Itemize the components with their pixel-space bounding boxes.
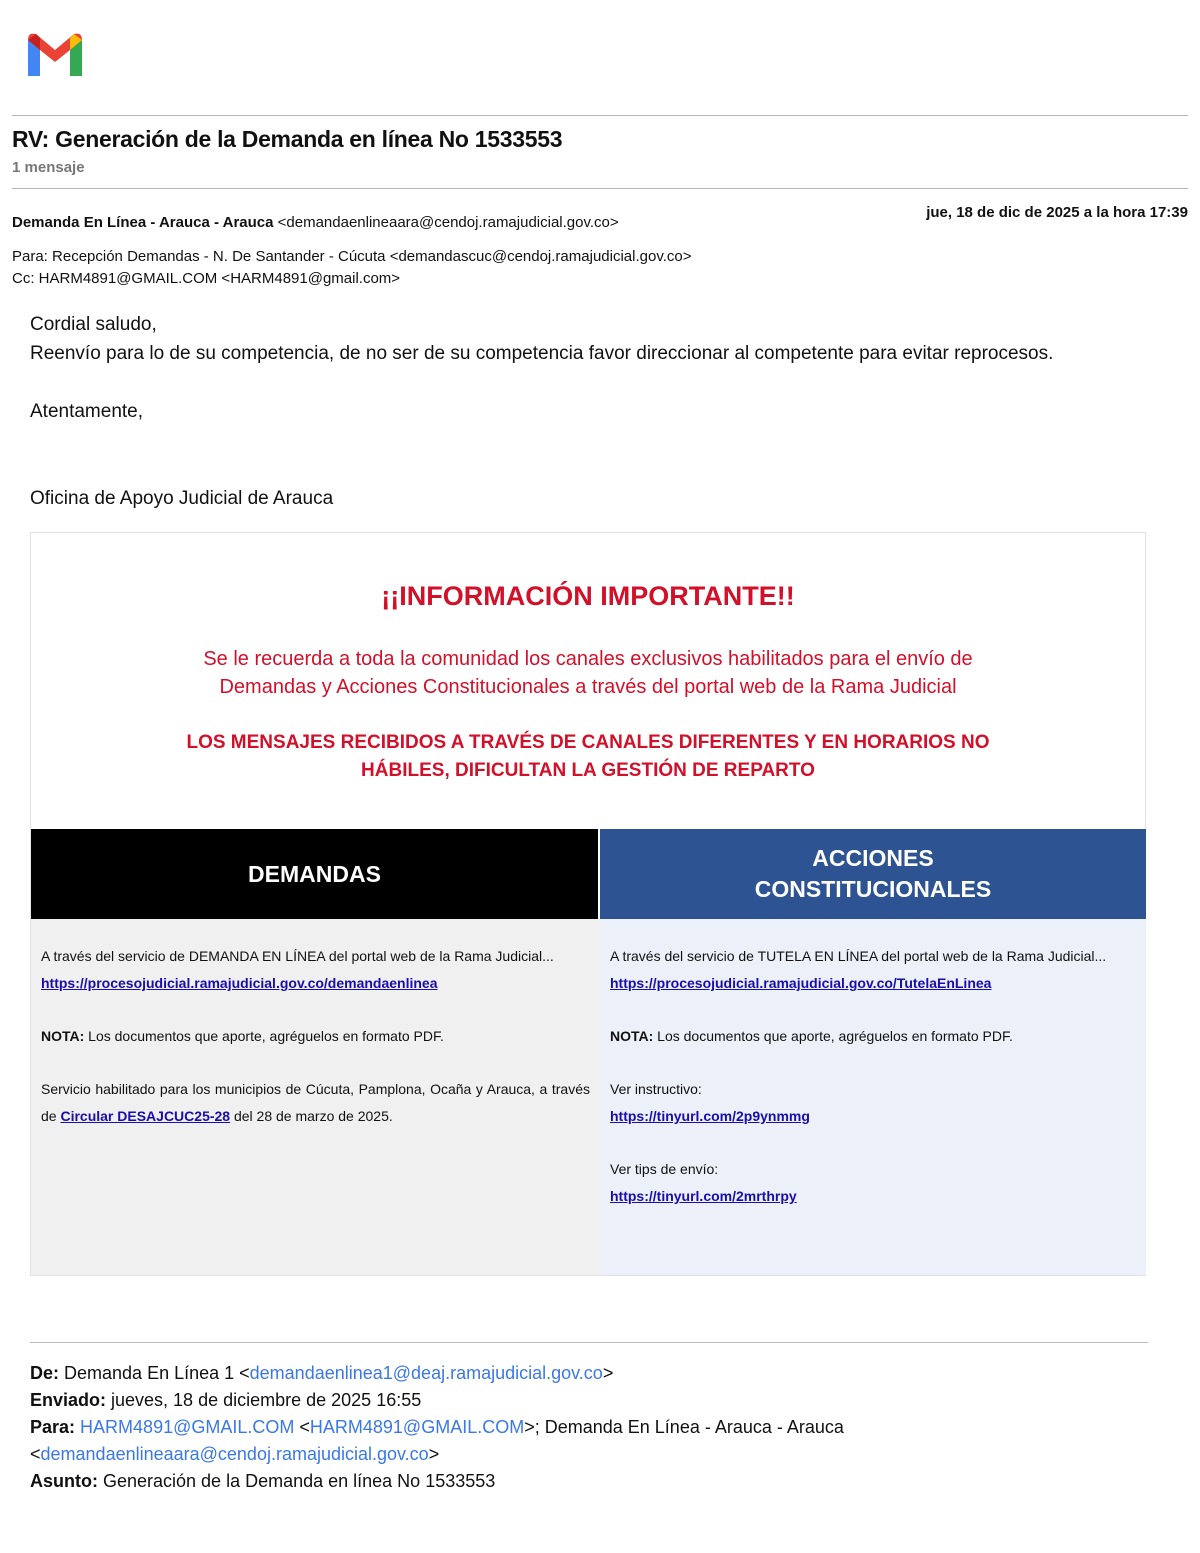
greeting: Cordial saludo, (30, 314, 157, 335)
fwd-sent-label: Enviado: (30, 1390, 107, 1410)
notice-title: ¡¡INFORMACIÓN IMPORTANTE!! (381, 581, 795, 611)
fwd-to-email2[interactable]: HARM4891@GMAIL.COM (309, 1417, 525, 1437)
notice-warning-line2: HÁBILES, DIFICULTAN LA GESTIÓN DE REPARTO (361, 760, 815, 781)
circular-pre: Servicio habilitado para los municipios de Cúcuta, Pamplona, Ocaña y Arauca, a través de (41, 1081, 590, 1124)
fwd-subject-value: Generación de la Demanda en línea No 1533553 (97, 1471, 496, 1491)
notice-warning (31, 729, 1145, 785)
forwarded-header (30, 1360, 1180, 1495)
fwd-from-name: Demanda En Línea 1 < (59, 1363, 250, 1383)
fwd-to-close2: > (428, 1444, 440, 1464)
tips-label: Ver tips de envío: (610, 1161, 719, 1177)
fwd-sent-value: jueves, 18 de diciembre de 2025 16:55 (106, 1390, 422, 1410)
fwd-to-open: < (294, 1417, 310, 1437)
demandas-link[interactable]: https://procesojudicial.ramajudicial.gov.co/demandaenlinea (41, 975, 438, 991)
fwd-to-open2: < (30, 1444, 41, 1464)
message-body (30, 310, 1180, 513)
demandas-service-text: A través del servicio de DEMANDA EN LÍNEA del portal web de la Rama Judicial... (41, 948, 554, 964)
tips-link[interactable]: https://tinyurl.com/2mrthrpy (610, 1188, 797, 1204)
instructivo (610, 1076, 1136, 1130)
to-line: Para: Recepción Demandas - N. De Santander - Cúcuta <demandascuc@cendoj.ramajudicial.gov.co> (12, 248, 692, 265)
demandas-service (41, 943, 590, 997)
recipients (12, 246, 691, 290)
message-date: jue, 18 de dic de 2025 a la hora 17:39 (926, 204, 1188, 221)
fwd-from (30, 1360, 1180, 1387)
important-notice-card (30, 532, 1146, 1276)
fwd-subject (30, 1468, 1180, 1495)
circular-link[interactable]: Circular DESAJCUC25-28 (60, 1108, 231, 1124)
closing: Atentamente, (30, 401, 144, 422)
acciones-header (600, 829, 1146, 919)
body-line: Reenvío para lo de su competencia, de no ser de su competencia favor direccionar al competente para evitar reprocesos. (30, 343, 1054, 364)
forward-divider (30, 1342, 1148, 1343)
demandas-nota (41, 1023, 590, 1050)
fwd-to-email3[interactable]: demandaenlineaara@cendoj.ramajudicial.gov.co (40, 1444, 429, 1464)
nota-label: NOTA: (41, 1028, 85, 1044)
demandas-circular (41, 1076, 590, 1130)
notice-subtitle-line1: Se le recuerda a toda la comunidad los canales exclusivos habilitados para el envío de (203, 648, 973, 670)
notice-subtitle (31, 645, 1145, 701)
fwd-from-label: De: (30, 1363, 60, 1383)
gmail-logo-icon (24, 30, 86, 78)
signature: Oficina de Apoyo Judicial de Arauca (30, 488, 334, 509)
header-divider (12, 115, 1188, 116)
fwd-from-close: > (602, 1363, 614, 1383)
fwd-subject-label: Asunto: (30, 1471, 98, 1491)
notice-warning-line1: LOS MENSAJES RECIBIDOS A TRAVÉS DE CANALES DIFERENTES Y EN HORARIOS NO (186, 732, 990, 753)
cc-line: Cc: HARM4891@GMAIL.COM <HARM4891@gmail.com> (12, 270, 401, 287)
sender-name: Demanda En Línea - Arauca - Arauca (12, 214, 274, 231)
tutela-service-text: A través del servicio de TUTELA EN LÍNEA del portal web de la Rama Judicial... (610, 948, 1107, 964)
circular-post: del 28 de marzo de 2025. (230, 1108, 393, 1124)
fwd-to-email1[interactable]: HARM4891@GMAIL.COM (80, 1417, 295, 1437)
demandas-column (31, 919, 600, 1275)
demandas-header: DEMANDAS (31, 829, 598, 919)
sender-email[interactable]: <demandaenlineaara@cendoj.ramajudicial.gov.co> (277, 214, 619, 231)
fwd-to (30, 1414, 1180, 1468)
fwd-from-email[interactable]: demandaenlinea1@deaj.ramajudicial.gov.co (249, 1363, 603, 1383)
message-count: 1 mensaje (12, 159, 85, 176)
tutela-service (610, 943, 1136, 997)
notice-subtitle-line2: Demandas y Acciones Constitucionales a través del portal web de la Rama Judicial (219, 676, 957, 698)
instructivo-link[interactable]: https://tinyurl.com/2p9ynmmg (610, 1108, 810, 1124)
nota-label: NOTA: (610, 1028, 654, 1044)
nota-text: Los documentos que aporte, agréguelos en formato PDF. (84, 1028, 444, 1044)
tutela-link[interactable]: https://procesojudicial.ramajudicial.gov.co/TutelaEnLinea (610, 975, 992, 991)
fwd-to-mid: >; Demanda En Línea - Arauca - Arauca (524, 1417, 844, 1437)
nota-text: Los documentos que aporte, agréguelos en formato PDF. (653, 1028, 1013, 1044)
instructivo-label: Ver instructivo: (610, 1081, 702, 1097)
acciones-column (600, 919, 1146, 1275)
subject-divider (12, 188, 1188, 189)
tutela-nota (610, 1023, 1136, 1050)
acciones-header-line1: ACCIONES (812, 845, 934, 871)
fwd-sent (30, 1387, 1180, 1414)
acciones-header-line2: CONSTITUCIONALES (754, 876, 992, 902)
tips (610, 1156, 1136, 1210)
sender-line (12, 214, 619, 231)
fwd-to-label: Para: (30, 1417, 76, 1437)
email-subject: RV: Generación de la Demanda en línea No 1533553 (12, 126, 563, 152)
